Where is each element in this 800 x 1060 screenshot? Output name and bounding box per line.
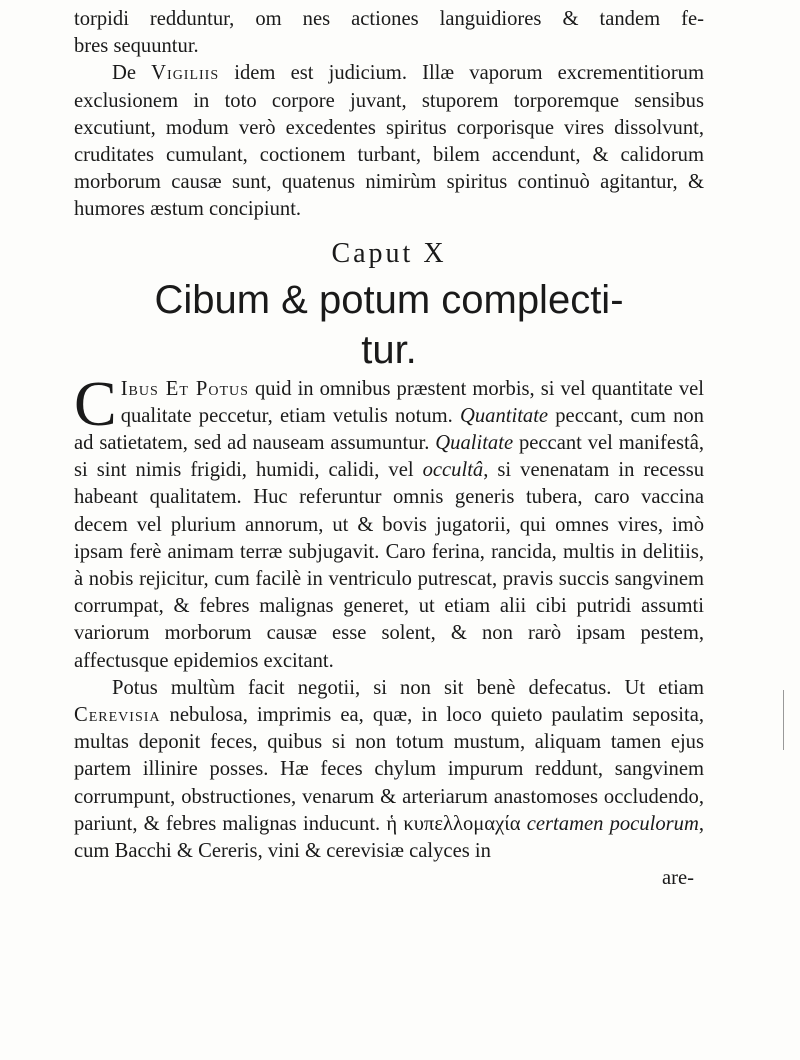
text-line: bres sequuntur. [74,35,199,58]
text-run: quid in omnibus præstent morbis, si vel quantitate vel qualitate peccetur, etiam vetulis notum. [120,377,704,427]
chapter-title-line-2: tur. [361,327,417,372]
catchword: are- [662,867,694,890]
keyword-qualitate: Qualitate [435,432,514,455]
greek-phrase: ἡ κυπελλομαχία [386,812,521,835]
text-run: idem est judicium. Illæ vaporum excrementitiorum exclusionem in toto corpore juvant, stuporem torporemque sensibus excutiunt, modum verò excedentes spiritus corporisque vires dissolvunt, cruditates cumulant, coctionem turbant, bilem accendunt, & calidorum morborum causæ sunt, quatenus nimirùm spiritus continuò agitantur, & humores æstum concipiunt. [74,62,704,221]
text-line: torpidi redduntur, om nes actiones languidiores & tandem fe- [74,8,704,30]
paragraph-body [74,60,704,223]
text-run: peccant vel manifestâ, si sint nimis frigidi, humidi, calidi, vel [74,432,704,482]
opening-words: Ibus Et Potus [120,377,249,400]
paragraph-potus [74,675,704,865]
text-run: nebulosa, imprimis ea, quæ, in loco quieto paulatim seposita, multas deponit feces, quibus si non totum mustum, aliquam tamen ejus partem illinire posses. Hæ feces chylum impurum reddunt, sangvinem corrumpunt, obstructiones, venarum & arteriarum anastomoses occludendo, pariunt, & febres malignas inducunt. [74,704,704,835]
keyword-quantitate: Quantitate [459,404,549,427]
keyword-cerevisia: Cerevisia [74,704,161,727]
text-run: Potus multùm facit negotii, si non sit benè defecatus. Ut etiam [112,676,704,699]
text-run: , cum Bacchi & Cereris, vini & cerevisiæ calyces in [74,812,704,863]
chapter-title-line-1: Cibum & potum complecti- [154,277,624,322]
page-text [74,6,704,892]
paragraph-vigiliis [74,60,704,223]
chapter-number: Caput X [331,237,447,269]
drop-cap: C [74,367,117,439]
paragraph-body [74,367,705,675]
text-run: peccant, cum non ad satietatem, sed ad nauseam assumuntur. [74,404,704,455]
paragraph-cibus [74,367,705,675]
paragraph-body [74,675,704,865]
text-run: , si venenatam in recessu habeant qualitatem. Huc referuntur omnis generis tubera, caro vaccina decem vel plurium annorum, ut & bovis jugatorii, qui omnes vires, imò ipsam ferè animam terræ subjugavit. Caro ferina, rancida, multis in delitiis, à nobis rejicitur, cum facilè in ventriculo putrescat, pravis succis sangvinem corrumpat, & febres malignas generet, ut etiam alii cibi putridi assumti variorum morborum causæ esse solent, & non rarò ipsam pestem, affectusque epidemios excitant. [74,459,705,672]
keyword-vigiliis: Vigiliis [151,62,220,85]
latin-phrase: certamen poculorum [526,812,699,835]
margin-rule [783,690,794,750]
paragraph-1 [74,6,704,60]
keyword-occulta: occultâ [422,459,484,482]
text-run: De [112,62,152,85]
